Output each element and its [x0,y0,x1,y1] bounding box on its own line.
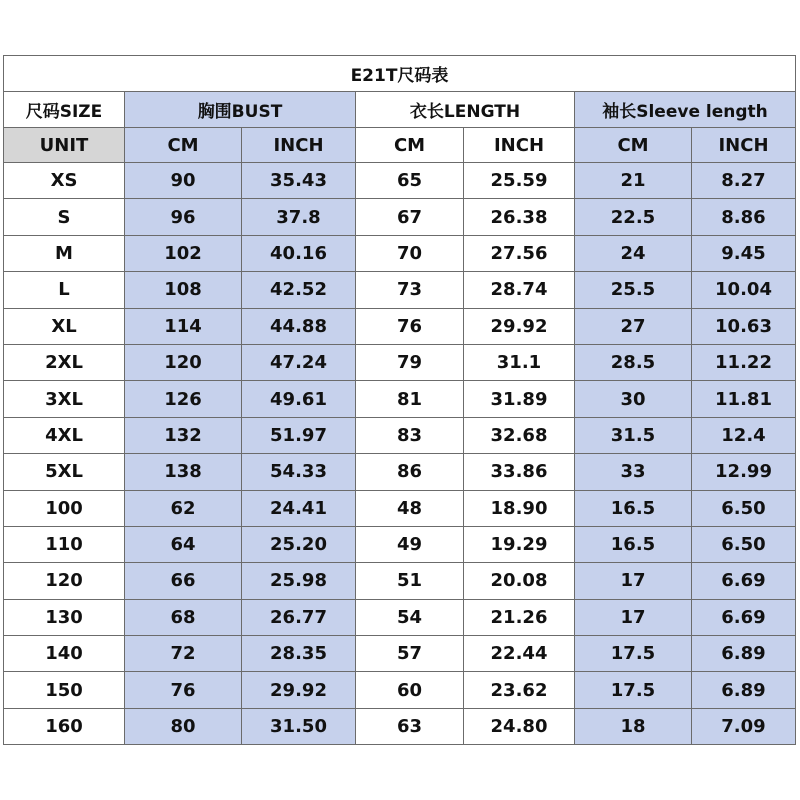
size-cell: 5XL [4,454,125,490]
size-cell: 130 [4,599,125,635]
size-cell: 160 [4,708,125,744]
table-row [4,308,796,344]
size-cell: 150 [4,672,125,708]
sleeve-cm-cell: 24 [575,235,692,271]
sleeve-cm-cell: 31.5 [575,417,692,453]
sleeve-cm-cell: 17.5 [575,672,692,708]
size-header: 尺码SIZE [4,92,125,128]
sleeve-cm-cell: 17 [575,599,692,635]
sleeve-inch-cell: 6.50 [692,526,796,562]
length-inch-cell: 28.74 [464,272,575,308]
bust-cm-cell: 66 [125,563,242,599]
length-cm-cell: 73 [356,272,464,308]
bust-inch-cell: 24.41 [242,490,356,526]
sleeve-cm-cell: 22.5 [575,199,692,235]
bust-inch-cell: 37.8 [242,199,356,235]
bust-cm-cell: 76 [125,672,242,708]
bust-cm-cell: 138 [125,454,242,490]
length-inch-cell: 31.1 [464,344,575,380]
length-inch-cell: 31.89 [464,381,575,417]
sleeve-inch-cell: 6.69 [692,599,796,635]
length-cm-cell: 49 [356,526,464,562]
size-cell: 110 [4,526,125,562]
table-row [4,636,796,672]
bust-cm-cell: 80 [125,708,242,744]
sleeve-inch-cell: 9.45 [692,235,796,271]
bust-inch-cell: 51.97 [242,417,356,453]
size-cell: XL [4,308,125,344]
bust-cm-cell: 62 [125,490,242,526]
bust-inch-cell: 29.92 [242,672,356,708]
bust-inch-cell: 25.20 [242,526,356,562]
length-cm-cell: 86 [356,454,464,490]
sleeve-header: 袖长Sleeve length [575,92,796,128]
length-cm-cell: 83 [356,417,464,453]
length-inch-cell: 19.29 [464,526,575,562]
table-row [4,563,796,599]
table-row [4,672,796,708]
length-inch-unit: INCH [464,128,575,163]
bust-inch-cell: 35.43 [242,163,356,199]
length-inch-cell: 21.26 [464,599,575,635]
sleeve-cm-cell: 21 [575,163,692,199]
length-header: 衣长LENGTH [356,92,575,128]
length-inch-cell: 22.44 [464,636,575,672]
header-row [4,92,796,128]
length-inch-cell: 33.86 [464,454,575,490]
length-inch-cell: 29.92 [464,308,575,344]
sleeve-cm-cell: 16.5 [575,490,692,526]
bust-cm-cell: 90 [125,163,242,199]
bust-cm-cell: 120 [125,344,242,380]
sleeve-inch-cell: 6.69 [692,563,796,599]
length-cm-cell: 54 [356,599,464,635]
length-cm-cell: 65 [356,163,464,199]
size-cell: 120 [4,563,125,599]
sleeve-cm-cell: 27 [575,308,692,344]
length-cm-cell: 48 [356,490,464,526]
sleeve-inch-cell: 12.99 [692,454,796,490]
bust-inch-cell: 28.35 [242,636,356,672]
table-row [4,235,796,271]
sleeve-inch-cell: 10.04 [692,272,796,308]
length-inch-cell: 27.56 [464,235,575,271]
sleeve-inch-unit: INCH [692,128,796,163]
size-cell: 3XL [4,381,125,417]
length-cm-cell: 67 [356,199,464,235]
length-cm-cell: 51 [356,563,464,599]
sleeve-inch-cell: 6.50 [692,490,796,526]
size-cell: 4XL [4,417,125,453]
sleeve-cm-cell: 17.5 [575,636,692,672]
sleeve-inch-cell: 7.09 [692,708,796,744]
bust-cm-cell: 72 [125,636,242,672]
size-cell: 100 [4,490,125,526]
length-inch-cell: 26.38 [464,199,575,235]
table-row [4,381,796,417]
length-cm-cell: 79 [356,344,464,380]
size-cell: XS [4,163,125,199]
bust-inch-cell: 54.33 [242,454,356,490]
bust-cm-cell: 108 [125,272,242,308]
length-cm-cell: 81 [356,381,464,417]
table-title: E21T尺码表 [4,56,796,92]
table-row [4,417,796,453]
bust-cm-cell: 132 [125,417,242,453]
bust-cm-unit: CM [125,128,242,163]
bust-inch-cell: 42.52 [242,272,356,308]
length-cm-cell: 63 [356,708,464,744]
bust-inch-cell: 47.24 [242,344,356,380]
sleeve-cm-cell: 28.5 [575,344,692,380]
length-inch-cell: 23.62 [464,672,575,708]
sleeve-inch-cell: 6.89 [692,636,796,672]
table-row [4,526,796,562]
bust-cm-cell: 126 [125,381,242,417]
sleeve-cm-unit: CM [575,128,692,163]
length-cm-cell: 70 [356,235,464,271]
sleeve-inch-cell: 8.86 [692,199,796,235]
bust-inch-cell: 25.98 [242,563,356,599]
size-cell: L [4,272,125,308]
length-inch-cell: 18.90 [464,490,575,526]
length-inch-cell: 32.68 [464,417,575,453]
sleeve-cm-cell: 25.5 [575,272,692,308]
bust-cm-cell: 114 [125,308,242,344]
table-row [4,599,796,635]
length-inch-cell: 20.08 [464,563,575,599]
sleeve-cm-cell: 33 [575,454,692,490]
sleeve-cm-cell: 18 [575,708,692,744]
bust-inch-cell: 40.16 [242,235,356,271]
length-inch-cell: 24.80 [464,708,575,744]
size-chart-table [3,55,796,745]
sleeve-cm-cell: 16.5 [575,526,692,562]
bust-header: 胸围BUST [125,92,356,128]
unit-label: UNIT [4,128,125,163]
sleeve-inch-cell: 12.4 [692,417,796,453]
size-cell: S [4,199,125,235]
sleeve-inch-cell: 11.81 [692,381,796,417]
length-cm-cell: 57 [356,636,464,672]
sleeve-inch-cell: 11.22 [692,344,796,380]
bust-inch-cell: 31.50 [242,708,356,744]
length-cm-unit: CM [356,128,464,163]
table-row [4,272,796,308]
title-row [4,56,796,92]
unit-row [4,128,796,163]
sleeve-cm-cell: 30 [575,381,692,417]
size-cell: M [4,235,125,271]
sleeve-inch-cell: 6.89 [692,672,796,708]
length-cm-cell: 76 [356,308,464,344]
bust-inch-unit: INCH [242,128,356,163]
sleeve-inch-cell: 8.27 [692,163,796,199]
bust-inch-cell: 49.61 [242,381,356,417]
length-cm-cell: 60 [356,672,464,708]
size-cell: 140 [4,636,125,672]
length-inch-cell: 25.59 [464,163,575,199]
table-row [4,344,796,380]
bust-cm-cell: 102 [125,235,242,271]
bust-inch-cell: 26.77 [242,599,356,635]
table-row [4,454,796,490]
table-row [4,163,796,199]
table-row [4,708,796,744]
bust-cm-cell: 68 [125,599,242,635]
sleeve-inch-cell: 10.63 [692,308,796,344]
sleeve-cm-cell: 17 [575,563,692,599]
bust-cm-cell: 96 [125,199,242,235]
bust-cm-cell: 64 [125,526,242,562]
table-row [4,199,796,235]
bust-inch-cell: 44.88 [242,308,356,344]
table-row [4,490,796,526]
size-cell: 2XL [4,344,125,380]
